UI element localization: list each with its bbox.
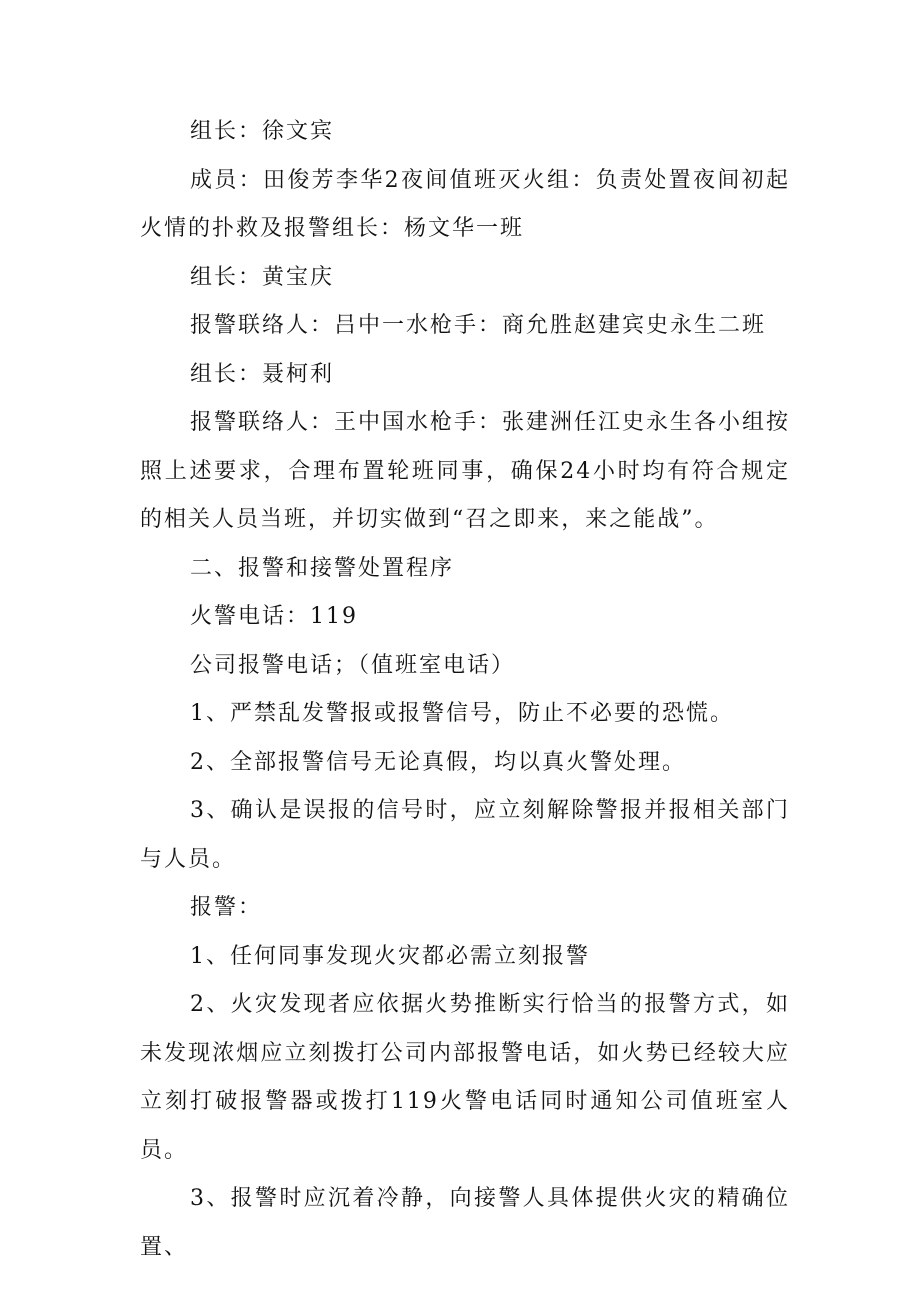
paragraph-leader-3: 组长：聂柯利 bbox=[190, 361, 335, 387]
paragraph-rule-1: 1、严禁乱发警报或报警信号，防止不必要的恐慌。 bbox=[190, 701, 734, 726]
paragraph-alarm-1: 1、任何同事发现火灾都必需立刻报警 bbox=[190, 943, 590, 969]
section-heading-alarm-procedure: 二、报警和接警处置程序 bbox=[190, 555, 455, 581]
paragraph-fire-phone: 火警电话：119 bbox=[190, 604, 358, 629]
paragraph-leader-1: 组长：徐文宾 bbox=[190, 119, 335, 144]
paragraph-company-phone: 公司报警电话；（值班室电话） bbox=[190, 652, 516, 678]
paragraph-members-night-team: 成员：田俊芳李华2夜间值班灭火组：负责处置夜间初起火情的扑救及报警组长：杨文华一班 bbox=[140, 167, 790, 241]
paragraph-rule-3: 3、确认是误报的信号时，应立刻解除警报并报相关部门与人员。 bbox=[140, 798, 790, 872]
paragraph-contact-shift-1: 报警联络人：吕中一水枪手：商允胜赵建宾史永生二班 bbox=[190, 313, 767, 338]
paragraph-contact-shift-2: 报警联络人：王中国水枪手：张建洲任江史永生各小组按照上述要求，合理布置轮班同事，确保24小时均有符合规定的相关人员当班，并切实做到“召之即来，来之能战”。 bbox=[140, 410, 791, 532]
paragraph-alarm-2: 2、火灾发现者应依据火势推断实行恰当的报警方式，如未发现浓烟应立刻拨打公司内部报警电话，如火势已经较大应立刻打破报警器或拨打119火警电话同时通知公司值班室人员。 bbox=[140, 992, 790, 1163]
paragraph-alarm-3: 3、报警时应沉着冷静，向接警人具体提供火灾的精确位置、 bbox=[140, 1186, 790, 1260]
paragraph-rule-2: 2、全部报警信号无论真假，均以真火警处理。 bbox=[190, 749, 686, 775]
document-body bbox=[140, 108, 790, 1272]
paragraph-alarm-heading: 报警： bbox=[190, 895, 263, 920]
paragraph-leader-2: 组长：黄宝庆 bbox=[190, 264, 335, 290]
